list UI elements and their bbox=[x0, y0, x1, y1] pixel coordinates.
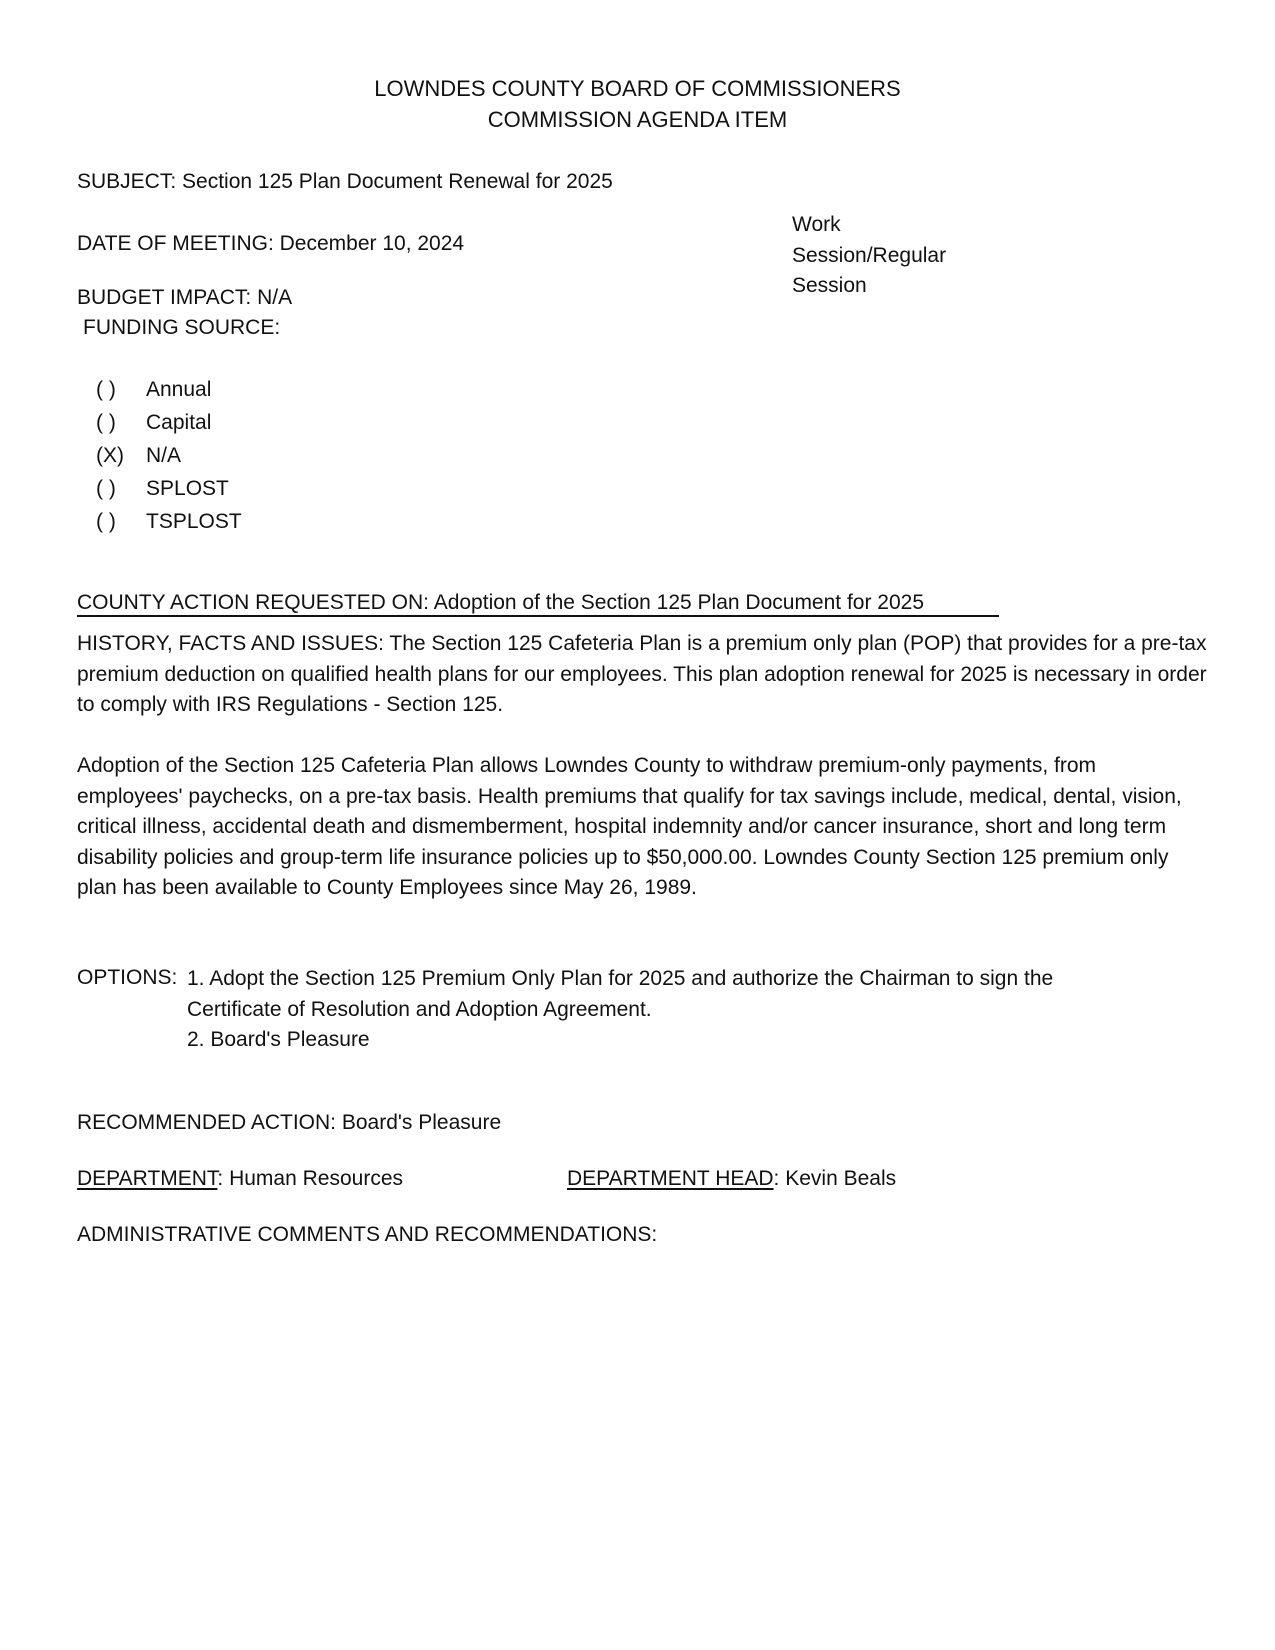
document-title: LOWNDES COUNTY BOARD OF COMMISSIONERS bbox=[374, 76, 901, 101]
funding-option-tsplost bbox=[96, 511, 242, 532]
checkbox-mark: ( ) bbox=[96, 411, 116, 434]
department-label: DEPARTMENT bbox=[77, 1167, 218, 1190]
checkbox-mark: ( ) bbox=[96, 378, 116, 401]
history-text: The Section 125 Cafeteria Plan is a premium only plan (POP) that provides for a pre-tax premium deduction on qualified health plans for our employees. This plan adoption renewal for 2025 is necessary in order to comply with IRS Regulations - Section 125. bbox=[77, 632, 1207, 716]
meeting-date-label: DATE OF MEETING: bbox=[77, 232, 274, 255]
option-item: Certificate of Resolution and Adoption Agreement. bbox=[187, 997, 652, 1021]
session-line: Work bbox=[792, 213, 841, 236]
budget-impact-label: BUDGET IMPACT: bbox=[77, 286, 252, 309]
funding-option-splost bbox=[96, 478, 229, 499]
department-head-label: DEPARTMENT HEAD bbox=[567, 1167, 774, 1190]
funding-option-capital bbox=[96, 412, 211, 433]
budget-impact-value: N/A bbox=[257, 286, 293, 309]
department-line bbox=[77, 1168, 403, 1189]
county-action-value: Adoption of the Section 125 Plan Document for 2025 bbox=[433, 591, 925, 614]
administrative-comments-label: ADMINISTRATIVE COMMENTS AND RECOMMENDATIONS: bbox=[77, 1223, 658, 1246]
funding-option-label: SPLOST bbox=[146, 477, 229, 500]
funding-option-label: N/A bbox=[146, 444, 182, 467]
department-value: : Human Resources bbox=[217, 1167, 403, 1190]
adoption-paragraph: Adoption of the Section 125 Cafeteria Plan allows Lowndes County to withdraw premium-only payments, from employees' paychecks, on a pre-tax basis. Health premiums that qualify for tax savings include, medical, dental, vision, critical illness, accidental death and dismemberment, hospital indemnity and/or cancer insurance, short and long term disability policies and group-term life insurance policies up to $50,000.00. Lowndes County Section 125 premium only plan has been available to County Employees since May 26, 1989. bbox=[77, 754, 1182, 899]
county-action-line bbox=[77, 592, 924, 613]
funding-option-label: TSPLOST bbox=[146, 510, 242, 533]
funding-option-na bbox=[96, 445, 181, 466]
checkbox-mark: ( ) bbox=[96, 477, 116, 500]
recommended-action-value: Board's Pleasure bbox=[341, 1111, 502, 1134]
meeting-date-line bbox=[77, 233, 464, 254]
funding-source-label: FUNDING SOURCE: bbox=[83, 316, 281, 339]
meeting-date-value: December 10, 2024 bbox=[279, 232, 465, 255]
option-item: 2. Board's Pleasure bbox=[187, 1028, 370, 1051]
budget-impact-line bbox=[77, 287, 292, 308]
recommended-action-label: RECOMMENDED ACTION: bbox=[77, 1111, 337, 1134]
session-line: Session/Regular bbox=[792, 243, 947, 267]
document-subtitle: COMMISSION AGENDA ITEM bbox=[487, 107, 788, 132]
options-list bbox=[187, 964, 1053, 1056]
history-paragraph bbox=[77, 629, 1207, 721]
county-action-label: COUNTY ACTION REQUESTED ON: bbox=[77, 591, 429, 614]
funding-option-label: Annual bbox=[146, 378, 212, 401]
divider-rule bbox=[77, 615, 999, 617]
checkbox-mark: (X) bbox=[96, 444, 124, 467]
checkbox-mark: ( ) bbox=[96, 510, 116, 533]
department-head-line bbox=[567, 1168, 896, 1189]
recommended-action-line bbox=[77, 1112, 501, 1133]
subject-value: Section 125 Plan Document Renewal for 2025 bbox=[182, 170, 613, 193]
funding-option-label: Capital bbox=[146, 411, 212, 434]
department-head-value: : Kevin Beals bbox=[773, 1167, 897, 1190]
subject-label: SUBJECT: bbox=[77, 170, 177, 193]
history-label: HISTORY, FACTS AND ISSUES: bbox=[77, 632, 384, 655]
session-type bbox=[792, 210, 946, 302]
option-item: 1. Adopt the Section 125 Premium Only Plan for 2025 and authorize the Chairman to sign the bbox=[187, 967, 1054, 990]
session-line: Session bbox=[792, 274, 867, 297]
options-label: OPTIONS: bbox=[77, 966, 178, 989]
subject-line bbox=[77, 171, 613, 192]
funding-option-annual bbox=[96, 379, 211, 400]
